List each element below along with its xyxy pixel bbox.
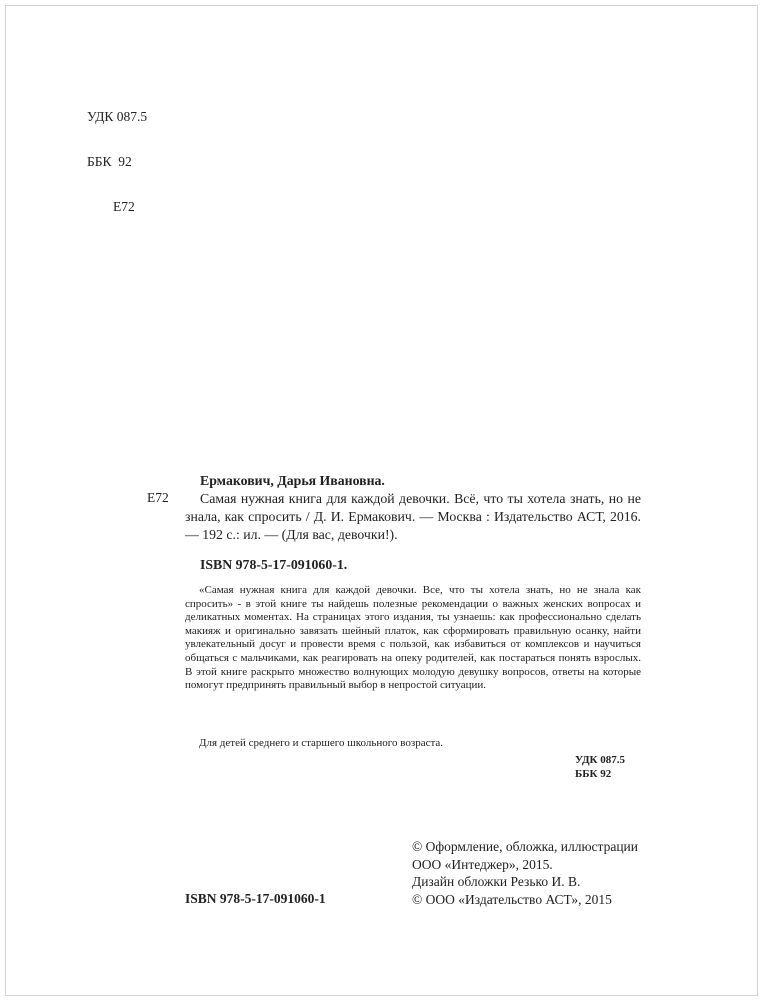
bbk-code-top: ББК 92 <box>87 154 132 169</box>
udk-code-bottom: УДК 087.5 <box>575 754 626 766</box>
bbk-code-bottom: ББК 92 <box>575 768 612 780</box>
copyright-line: ООО «Интеджер», 2015. <box>412 856 553 872</box>
isbn-bottom: ISBN 978-5-17-091060-1 <box>185 891 326 906</box>
bibliographic-description: Самая нужная книга для каждой девочки. Всё, что ты хотела знать, но не знала, как спросить / Д. И. Ермакович. — Москва : Издательство АСТ, 2016.— 192 с.: ил. — (Для вас, девочки!). <box>185 491 641 542</box>
bibliographic-entry <box>185 472 641 574</box>
isbn-line: ISBN 978-5-17-091060-1. <box>200 557 348 572</box>
author-name: Ермакович, Дарья Ивановна. <box>200 473 385 488</box>
author-sign-code-top: Е72 <box>113 199 135 214</box>
udk-code-top: УДК 087.5 <box>87 109 148 124</box>
copyright-line: © ООО «Издательство АСТ», 2015 <box>412 891 612 907</box>
bottom-classification-codes <box>575 753 625 781</box>
copyright-line: Дизайн обложки Резько И. В. <box>412 874 581 889</box>
copyright-block <box>412 838 638 908</box>
audience-note: Для детей среднего и старшего школьного возраста. <box>199 737 444 749</box>
author-sign-code-margin: Е72 <box>147 490 169 505</box>
copyright-line: © Оформление, обложка, иллюстрации <box>412 839 638 854</box>
annotation-text: «Самая нужная книга для каждой девочки. Все, что ты хотела знать, но не знала как спросить» - в этой книге ты найдешь полезные рекомендации о важных женских вопросах и деликатных моментах. На страницах этого издания, ты узнаешь: как профессионально сделать макияж и оригинально завязать шейный платок, как сформировать правильную осанку, найти увлекательный досуг и провести время с пользой, как избавиться от комплексов и научиться общаться с мальчиками, как реагировать на опеку родителей, как постараться понять взрослых. В этой книге раскрыто множество волнующих молодую девушку вопросов, ответы на которые помогут предпринять правильный выбор в непростой ситуации. <box>185 584 641 692</box>
top-classification-codes <box>87 79 147 244</box>
